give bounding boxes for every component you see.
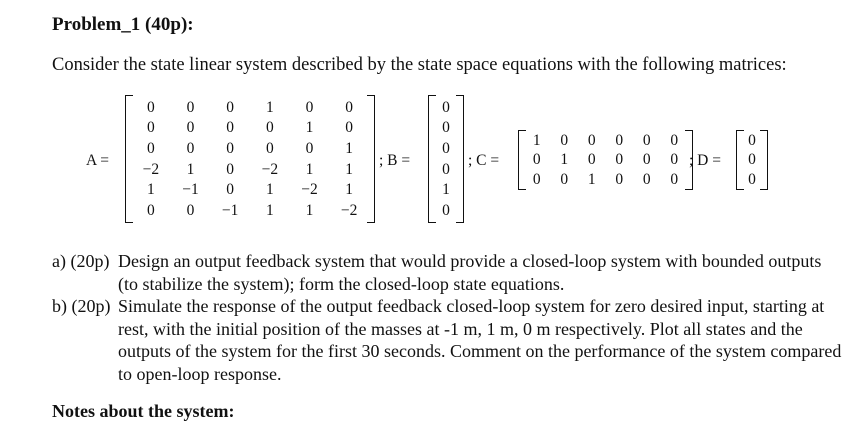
matrix-d-cell: 0 [748, 170, 756, 188]
matrix-a-cell: −1 [221, 201, 239, 219]
matrix-a-cell: 1 [345, 181, 354, 199]
question-a-tag: a) (20p) [52, 251, 110, 271]
matrix-a-cell: −1 [182, 181, 199, 199]
matrix-c-cell: 0 [670, 170, 679, 188]
matrix-b-cell: 0 [442, 201, 450, 219]
matrix-c-cells [523, 131, 688, 189]
matrix-b-cell: 0 [442, 160, 450, 178]
matrix-a-cell: 1 [345, 139, 354, 157]
question-a-text: Design an output feedback system that would provide a closed-loop system with bounded outputs (to stabilize the system); form the closed-loop state equations. [118, 251, 822, 294]
matrix-a [125, 95, 375, 223]
matrix-a-cell: 0 [186, 201, 195, 219]
matrix-a-cell: 0 [186, 139, 195, 157]
matrix-a-cell: 0 [345, 119, 354, 137]
matrix-d-label: ; D = [689, 152, 721, 169]
matrix-a-cell: 0 [146, 119, 155, 137]
matrix-a-cell: 1 [186, 160, 195, 178]
matrix-c-label: ; C = [468, 152, 500, 169]
matrix-b-cell: 0 [442, 139, 450, 157]
matrix-c-cell: 1 [560, 151, 569, 169]
matrix-c-cell: 0 [670, 151, 679, 169]
matrix-a-cell: 1 [265, 98, 274, 116]
matrix-c-cell: 0 [587, 151, 596, 169]
matrix-a-cell: 1 [146, 181, 155, 199]
matrix-c [518, 130, 693, 190]
matrix-a-cell: 1 [305, 201, 314, 219]
matrix-c-cell: 0 [642, 131, 651, 149]
matrix-a-cell: 0 [186, 119, 195, 137]
matrix-b-cell: 0 [442, 119, 450, 137]
matrix-c-cell: 0 [532, 170, 541, 188]
matrix-d-cell: 0 [748, 151, 756, 169]
matrix-a-cell: 0 [226, 181, 235, 199]
matrix-b-cells [432, 97, 460, 221]
notes-heading-clipped: Notes about the system: [52, 401, 235, 421]
matrix-a-cell: 1 [305, 119, 314, 137]
matrix-c-cell: 0 [560, 131, 569, 149]
matrix-d-cells [740, 131, 764, 189]
matrix-c-cell: 0 [642, 151, 651, 169]
matrix-d-cell: 0 [748, 131, 756, 149]
question-a [52, 250, 842, 295]
matrix-a-cell: 0 [305, 139, 314, 157]
matrix-a-cell: 0 [146, 98, 155, 116]
matrix-a-cell: 1 [345, 160, 354, 178]
matrix-a-cell: 0 [226, 98, 235, 116]
matrix-c-cell: 1 [587, 170, 596, 188]
matrix-c-cell: 0 [670, 131, 679, 149]
matrix-a-cell: 0 [265, 139, 274, 157]
problem-title: Problem_1 (40p): [52, 14, 194, 35]
matrix-c-cell: 1 [532, 131, 541, 149]
matrix-a-cells [131, 97, 369, 221]
question-b-text: Simulate the response of the output feedback closed-loop system for zero desired input, starting at rest, with the initial position of the masses at -1 m, 1 m, 0 m respectively. Plot all states and the outputs of the system for the first 30 seconds. Comment on the performance of the system compared to open-loop response. [118, 296, 842, 384]
matrix-a-cell: 0 [146, 139, 155, 157]
matrix-c-cell: 0 [615, 151, 624, 169]
matrix-a-cell: 0 [186, 98, 195, 116]
matrix-c-cell: 0 [560, 170, 569, 188]
matrix-a-cell: 1 [265, 181, 274, 199]
matrix-c-cell: 0 [615, 131, 624, 149]
matrix-c-cell: 0 [642, 170, 651, 188]
matrix-a-cell: 0 [265, 119, 274, 137]
matrix-a-cell: 0 [146, 201, 155, 219]
matrix-a-cell: 0 [226, 139, 235, 157]
matrix-a-cell: 0 [345, 98, 354, 116]
matrix-equations [0, 92, 864, 232]
matrix-a-cell: −2 [142, 160, 160, 178]
matrix-c-cell: 0 [615, 170, 624, 188]
question-b [52, 295, 842, 385]
question-list [52, 250, 842, 385]
matrix-a-label: A = [86, 152, 109, 169]
matrix-a-cell: 1 [305, 160, 314, 178]
matrix-a-cell: −2 [340, 201, 358, 219]
matrix-b [428, 95, 464, 223]
matrix-a-cell: −2 [301, 181, 318, 199]
matrix-a-cell: 1 [265, 201, 274, 219]
matrix-b-label: ; B = [379, 152, 411, 169]
problem-intro: Consider the state linear system described by the state space equations with the following matrices: [52, 55, 787, 75]
matrix-a-cell: 0 [226, 160, 235, 178]
matrix-b-cell: 1 [442, 181, 450, 199]
matrix-b-cell: 0 [442, 98, 450, 116]
matrix-a-cell: 0 [226, 119, 235, 137]
matrix-d [736, 130, 768, 190]
matrix-a-cell: −2 [261, 160, 279, 178]
matrix-a-cell: 0 [305, 98, 314, 116]
matrix-c-cell: 0 [587, 131, 596, 149]
matrix-c-cell: 0 [532, 151, 541, 169]
question-b-tag: b) (20p) [52, 296, 111, 316]
